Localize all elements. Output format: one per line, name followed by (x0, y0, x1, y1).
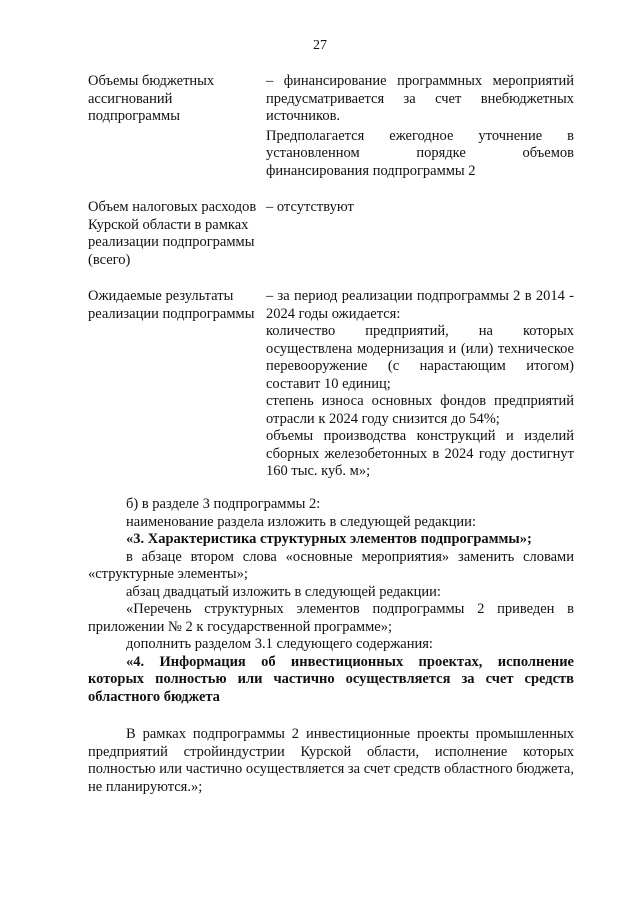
passport-value (266, 73, 574, 199)
passport-row-results (88, 288, 574, 481)
amendment-paragraph: абзац двадцатый изложить в следующей редакции: (126, 583, 441, 600)
value-line: степень износа основных фондов предприятий отрасли к 2024 году снизится до 54%; (266, 393, 574, 427)
amendment-paragraph: в абзаце втором слова «основные мероприятия» заменить словами «структурные элементы»; (88, 548, 574, 582)
amendment-paragraph: б) в разделе 3 подпрограммы 2: (126, 496, 321, 512)
section-title-4: «4. Информация об инвестиционных проектах, исполнение которых полностью или частично осуществляется за счет средств областного бюджета (88, 653, 574, 705)
section-4-body: В рамках подпрограммы 2 инвестиционные проекты промышленных предприятий стройиндустрии Курской области, исполнение которых полностью или частично осуществляется за счет средств областного бюджета, не планируются.»; (88, 726, 574, 795)
passport-value (266, 288, 574, 481)
page-number: 27 (313, 38, 327, 53)
section-title-3: «3. Характеристика структурных элементов подпрограммы»; (126, 531, 532, 547)
passport-label: Объемы бюджетных ассигнований подпрограммы (88, 73, 215, 124)
amendments-text (88, 496, 574, 796)
value-line: Предполагается ежегодное уточнение в установленном порядке объемов финансирования подпрограммы 2 (266, 127, 574, 179)
passport-value (266, 199, 574, 288)
amendment-paragraph: дополнить разделом 3.1 следующего содержания: (126, 636, 433, 652)
passport-row-tax (88, 199, 574, 288)
amendment-paragraph: наименование раздела изложить в следующей редакции: (126, 513, 476, 530)
value-line: – финансирование программных мероприятий предусматривается за счет внебюджетных источников. (266, 73, 574, 124)
passport-row-budget (88, 73, 574, 199)
amendment-paragraph: «Перечень структурных элементов подпрограммы 2 приведен в приложении № 2 к государственной программе»; (88, 601, 574, 635)
value-line: – за период реализации подпрограммы 2 в 2014 - 2024 годы ожидается: (266, 288, 574, 322)
value-line: – отсутствуют (266, 199, 354, 215)
value-line: количество предприятий, на которых осуществлена модернизация и (или) техническое перевооружение (с нарастающим итогом) составит 10 единиц; (266, 323, 574, 392)
subprogram-passport-table (88, 73, 574, 481)
value-line: объемы производства конструкций и изделий сборных железобетонных в 2024 году достигнут 160 тыс. куб. м»; (266, 428, 574, 479)
passport-label: Объем налоговых расходов Курской области в рамках реализации подпрограммы (всего) (88, 199, 257, 268)
passport-label: Ожидаемые результаты реализации подпрограммы (88, 288, 255, 322)
